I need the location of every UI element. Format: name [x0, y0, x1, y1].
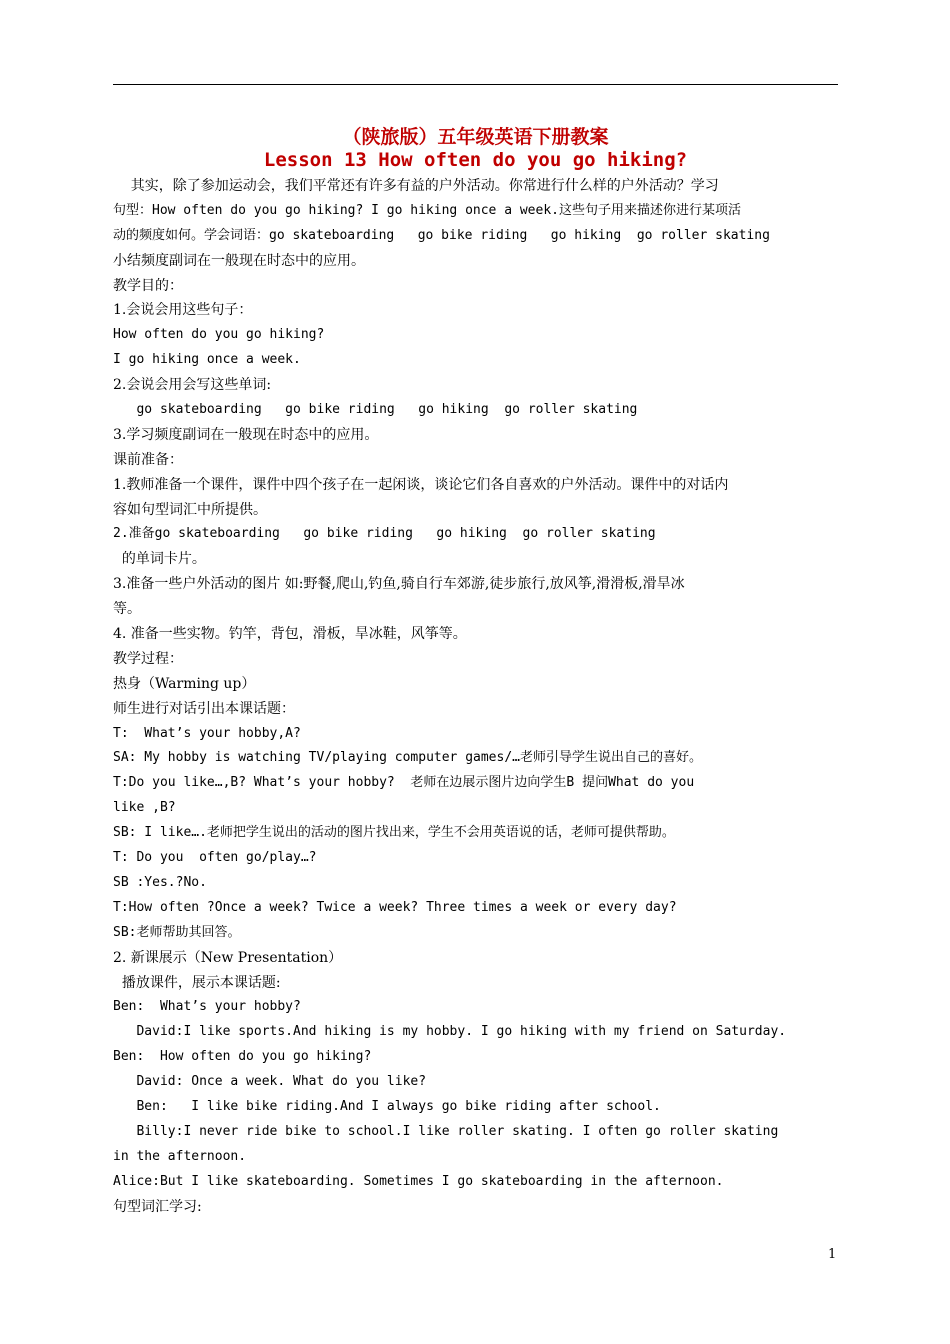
list-item: 3.准备一些户外活动的图片 如:野餐,爬山,钓鱼,骑自行车郊游,徒步旅行,放风筝,滑滑板,滑旱冰: [113, 576, 685, 593]
section-heading: 课前准备：: [113, 451, 183, 468]
paragraph-line: 播放课件，展示本课话题:: [113, 974, 281, 991]
dialogue-line: Ben: How often do you go hiking?: [113, 1049, 372, 1065]
subsection-heading: 2. 新课展示（New Presentation）: [113, 949, 343, 966]
dialogue-line: Billy:I never ride bike to school.I like roller skating. I often go roller skating: [113, 1123, 779, 1139]
example-sentence: I go hiking once a week.: [113, 352, 301, 368]
list-item: 4. 准备一些实物。钓竿，背包，滑板，旱冰鞋，风筝等。: [113, 626, 467, 643]
header-rule: [113, 84, 838, 85]
section-heading: 教学过程：: [113, 650, 183, 667]
example-sentence: How often do you go hiking?: [113, 327, 325, 343]
dialogue-line: like ,B?: [113, 800, 176, 816]
list-item: 1.会说会用这些句子：: [113, 302, 253, 319]
dialogue-line: David:I like sports.And hiking is my hobby. I go hiking with my friend on Saturday.: [113, 1024, 787, 1040]
document-body: [113, 174, 838, 1219]
dialogue-line: David: Once a week. What do you like?: [113, 1074, 427, 1090]
lesson-title: Lesson 13 How often do you go hiking?: [263, 149, 688, 171]
paragraph-line: 动的频度如何。学会词语：go skateboarding go bike riding go hiking go roller skating: [113, 227, 770, 243]
dialogue-line: T: What’s your hobby,A?: [113, 725, 301, 741]
section-heading: 教学目的：: [113, 277, 183, 294]
dialogue-line: Ben: What’s your hobby?: [113, 999, 301, 1015]
paragraph-line: 师生进行对话引出本课话题：: [113, 700, 295, 717]
subsection-heading: 热身（Warming up）: [113, 675, 256, 692]
dialogue-line: T:Do you like…,B? What’s your hobby? 老师在边展示图片边向学生B 提问What do you: [113, 775, 695, 791]
dialogue-line: SA: My hobby is watching TV/playing computer games/…老师引导学生说出自己的喜好。: [113, 750, 702, 766]
list-item: 2.会说会用会写这些单词:: [113, 377, 272, 394]
paragraph-line: 容如句型词汇中所提供。: [113, 501, 267, 518]
list-item: 3.学习频度副词在一般现在时态中的应用。: [113, 426, 379, 443]
dialogue-line: SB: I like….老师把学生说出的活动的图片找出来，学生不会用英语说的话，老师可提供帮助。: [113, 825, 675, 841]
paragraph-line: 小结频度副词在一般现在时态中的应用。: [113, 252, 365, 269]
dialogue-line: Ben: I like bike riding.And I always go bike riding after school.: [113, 1098, 661, 1114]
dialogue-line: T: Do you often go/play…?: [113, 850, 317, 866]
dialogue-line: in the afternoon.: [113, 1148, 247, 1164]
paragraph-line: 等。: [113, 601, 141, 618]
list-item: 1.教师准备一个课件，课件中四个孩子在一起闲谈，谈论它们各自喜欢的户外活动。课件中的对话内: [113, 476, 729, 493]
section-heading: 句型词汇学习:: [113, 1198, 202, 1215]
page-number: 1: [828, 1247, 837, 1262]
dialogue-line: T:How often ?Once a week? Twice a week? Three times a week or every day?: [113, 899, 677, 915]
paragraph-line: 其实，除了参加运动会，我们平常还有许多有益的户外活动。你常进行什么样的户外活动？学习: [113, 178, 719, 194]
paragraph-line: 句型：How often do you go hiking? I go hiking once a week.这些句子用来描述你进行某项活: [113, 202, 741, 218]
document-title: （陕旅版）五年级英语下册教案: [342, 126, 609, 148]
dialogue-line: Alice:But I like skateboarding. Sometimes I go skateboarding in the afternoon.: [113, 1173, 724, 1189]
dialogue-line: SB :Yes.?No.: [113, 874, 207, 890]
list-item: 2.准备go skateboarding go bike riding go hiking go roller skating: [113, 526, 656, 542]
vocabulary-line: go skateboarding go bike riding go hiking go roller skating: [113, 402, 638, 418]
dialogue-line: SB:老师帮助其回答。: [113, 924, 241, 940]
paragraph-line: 的单词卡片。: [113, 551, 206, 568]
